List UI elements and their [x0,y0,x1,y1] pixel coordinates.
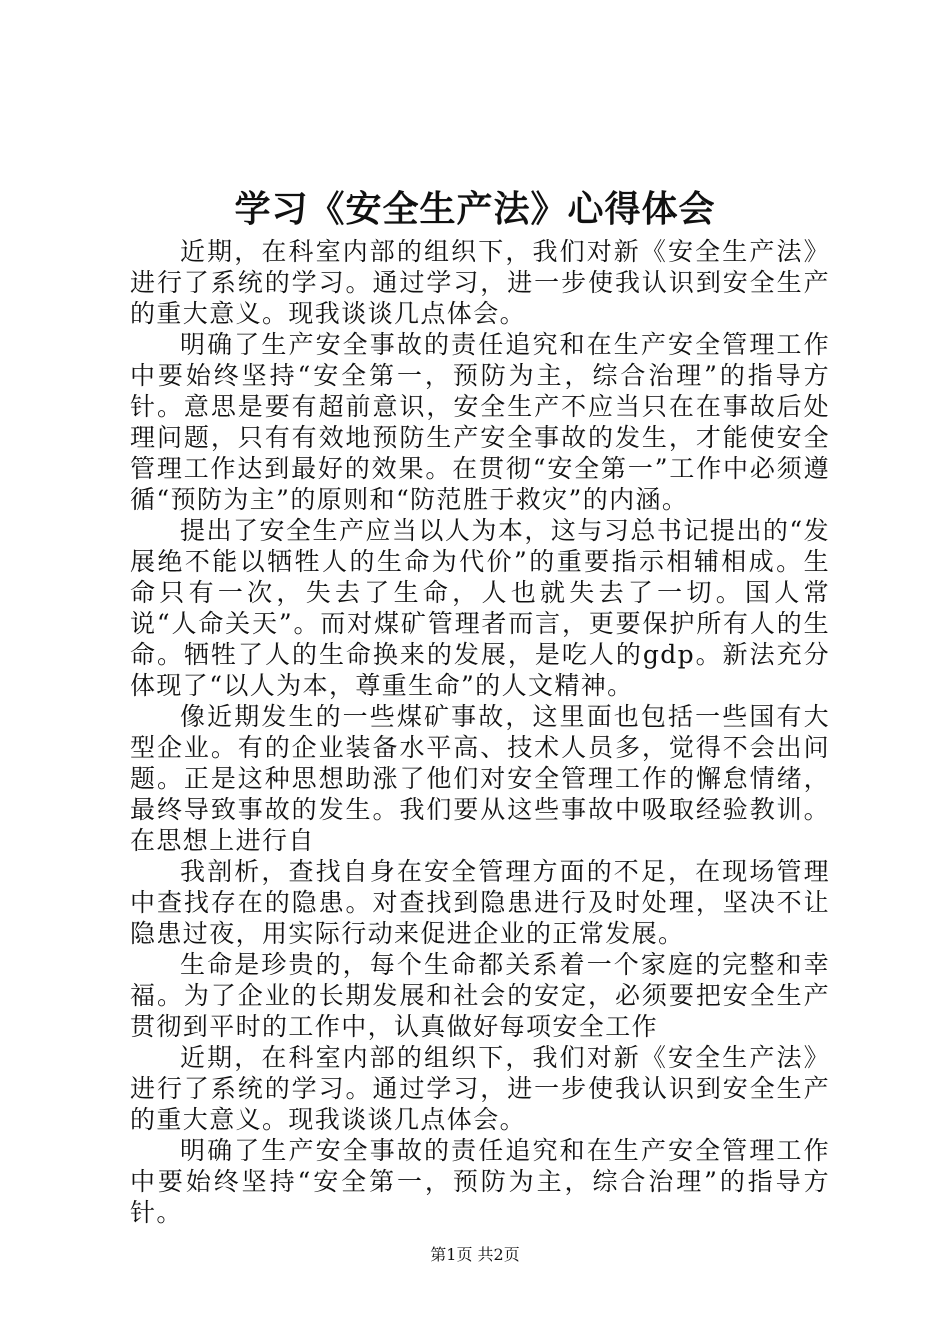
paragraph-7: 近期，在科室内部的组织下，我们对新《安全生产法》进行了系统的学习。通过学习，进一步使我认识到安全生产的重大意义。现我谈谈几点体会。 [130,1043,830,1134]
paragraph-2: 明确了生产安全事故的责任追究和在生产安全管理工作中要始终坚持“安全第一，预防为主，综合治理”的指导方针。意思是要有超前意识，安全生产不应当只在在事故后处理问题，只有有效地预防生产安全事故的发生，才能使安全管理工作达到最好的效果。在贯彻“安全第一”工作中必须遵循“预防为主”的原则和“防范胜于救灾”的内涵。 [130,330,830,514]
paragraph-6: 生命是珍贵的，每个生命都关系着一个家庭的完整和幸福。为了企业的长期发展和社会的安定，必须要把安全生产贯彻到平时的工作中，认真做好每项安全工作 [130,950,830,1041]
paragraph-3: 提出了安全生产应当以人为本，这与习总书记提出的“发展绝不能以牺牲人的生命为代价”的重要指示相辅相成。生命只有一次，失去了生命，人也就失去了一切。国人常说“人命关天”。而对煤矿管理者而言，更要保护所有人的生命。牺牲了人的生命换来的发展，是吃人的gdp。新法充分体现了“以人为本，尊重生命”的人文精神。 [130,516,830,700]
paragraph-8: 明确了生产安全事故的责任追究和在生产安全管理工作中要始终坚持“安全第一，预防为主，综合治理”的指导方针。 [130,1136,830,1227]
paragraph-1: 近期，在科室内部的组织下，我们对新《安全生产法》进行了系统的学习。通过学习，进一步使我认识到安全生产的重大意义。现我谈谈几点体会。 [130,237,830,328]
document-body [130,236,830,1228]
document-title: 学习《安全生产法》心得体会 [234,188,716,230]
page-footer: 第1页 共2页 [430,1245,520,1264]
paragraph-5: 我剖析，查找自身在安全管理方面的不足，在现场管理中查找存在的隐患。对查找到隐患进行及时处理，坚决不让隐患过夜，用实际行动来促进企业的正常发展。 [130,857,830,948]
paragraph-4: 像近期发生的一些煤矿事故，这里面也包括一些国有大型企业。有的企业装备水平高、技术人员多，觉得不会出问题。正是这种思想助涨了他们对安全管理工作的懈怠情绪，最终导致事故的发生。我们要从这些事故中吸取经验教训。在思想上进行自 [130,702,830,855]
